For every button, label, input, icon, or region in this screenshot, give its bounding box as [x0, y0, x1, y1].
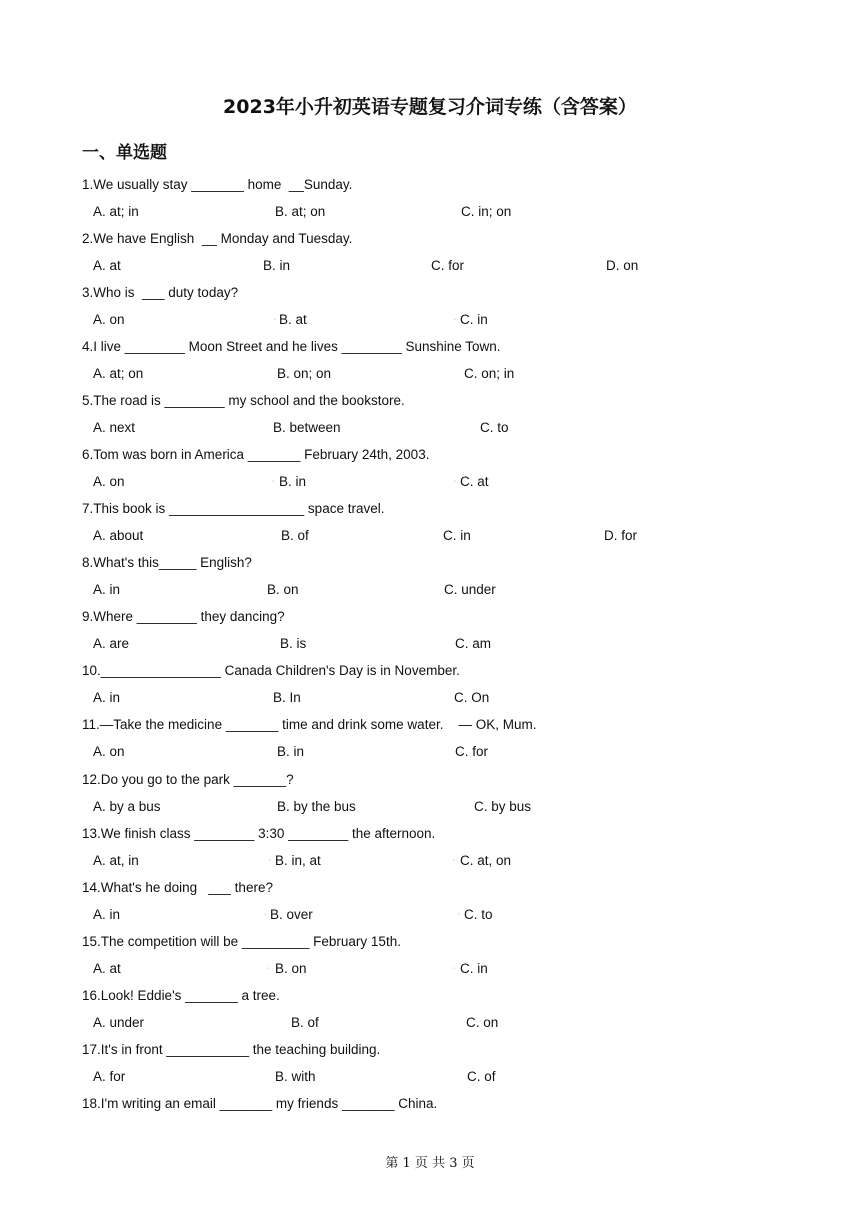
answer-option: C. to [480, 420, 509, 435]
option-marker-icon: ◦ [453, 858, 456, 864]
answer-option: C. on; in [464, 366, 515, 381]
answer-option: A. in [93, 907, 121, 922]
answer-option: B. between [273, 420, 341, 435]
question-text: 14.What's he doing ___ there? [82, 880, 273, 895]
answer-option: B. by the bus [277, 799, 356, 814]
answer-option: C. in [443, 528, 471, 543]
answer-option: A. are [93, 636, 130, 651]
option-marker-icon: ◦ [274, 317, 277, 323]
option-marker-icon: ◦ [453, 966, 456, 972]
option-marker-icon: ◦ [454, 479, 457, 485]
option-marker-icon: ◦ [264, 912, 267, 918]
answer-option: C. am [455, 636, 492, 651]
section-heading: 一、单选题 [82, 143, 167, 163]
answer-option: C. to [464, 907, 493, 922]
question-text: 6.Tom was born in America _______ February 24th, 2003. [82, 447, 430, 462]
answer-option: C. for [431, 258, 465, 273]
question-text: 12.Do you go to the park _______? [82, 772, 294, 787]
answer-option: A. in [93, 690, 121, 705]
answer-option: C. in [460, 961, 488, 976]
answer-option: B. in [263, 258, 291, 273]
answer-option: A. at [93, 961, 121, 976]
option-marker-icon: ◦ [454, 317, 457, 323]
answer-option: B. on; on [277, 366, 332, 381]
answer-option: C. of [467, 1069, 496, 1084]
answer-option: B. of [291, 1015, 319, 1030]
answer-option: B. on [275, 961, 307, 976]
answer-option: C. under [444, 582, 496, 597]
question-text: 10.________________ Canada Children's Day is in November. [82, 663, 460, 678]
question-text: 7.This book is __________________ space travel. [82, 501, 385, 516]
question-text: 2.We have English __ Monday and Tuesday. [82, 231, 353, 246]
answer-option: C. in [460, 312, 488, 327]
answer-option: C. in; on [461, 204, 512, 219]
question-text: 11.—Take the medicine _______ time and drink some water. — OK, Mum. [82, 717, 537, 732]
answer-option: A. under [93, 1015, 145, 1030]
answer-option: A. on [93, 312, 125, 327]
option-marker-icon: ◦ [458, 912, 461, 918]
question-text: 4.I live ________ Moon Street and he lives ________ Sunshine Town. [82, 339, 501, 354]
answer-option: B. at [279, 312, 307, 327]
question-text: 13.We finish class ________ 3:30 ________ the afternoon. [82, 826, 436, 841]
answer-option: B. In [273, 690, 301, 705]
answer-option: C. by bus [474, 799, 532, 814]
option-marker-icon: ◦ [269, 858, 272, 864]
answer-option: D. for [604, 528, 638, 543]
page-footer: 第 1 页 共 3 页 [385, 1156, 475, 1171]
answer-option: B. in [279, 474, 307, 489]
answer-option: C. on [466, 1015, 499, 1030]
question-text: 8.What's this_____ English? [82, 555, 252, 570]
answer-option: B. with [275, 1069, 316, 1084]
question-text: 18.I'm writing an email _______ my friends _______ China. [82, 1096, 438, 1111]
option-marker-icon: ◦ [272, 479, 275, 485]
question-text: 15.The competition will be _________ February 15th. [82, 934, 401, 949]
answer-option: A. next [93, 420, 136, 435]
answer-option: B. in [277, 744, 305, 759]
answer-option: C. at [460, 474, 489, 489]
answer-option: A. at [93, 258, 121, 273]
answer-option: A. for [93, 1069, 126, 1084]
answer-option: D. on [606, 258, 639, 273]
option-marker-icon: ◦ [267, 966, 270, 972]
answer-option: B. over [270, 907, 313, 922]
answer-option: B. on [267, 582, 299, 597]
answer-option: C. for [455, 744, 489, 759]
question-text: 9.Where ________ they dancing? [82, 609, 285, 624]
document-title: 2023年小升初英语专题复习介词专练（含答案） [223, 96, 637, 118]
answer-option: B. is [280, 636, 307, 651]
question-text: 3.Who is ___ duty today? [82, 285, 239, 300]
question-text: 16.Look! Eddie's _______ a tree. [82, 988, 280, 1003]
question-text: 1.We usually stay _______ home __Sunday. [82, 177, 353, 192]
answer-option: B. at; on [275, 204, 326, 219]
answer-option: A. at; in [93, 204, 139, 219]
answer-option: A. by a bus [93, 799, 161, 814]
answer-option: B. in, at [275, 853, 321, 868]
answer-option: A. on [93, 744, 125, 759]
answer-option: C. at, on [460, 853, 512, 868]
answer-option: A. on [93, 474, 125, 489]
answer-option: A. at, in [93, 853, 139, 868]
answer-option: A. at; on [93, 366, 144, 381]
answer-option: A. in [93, 582, 121, 597]
answer-option: C. On [454, 690, 490, 705]
answer-option: A. about [93, 528, 144, 543]
answer-option: B. of [281, 528, 309, 543]
question-text: 17.It's in front ___________ the teaching building. [82, 1042, 381, 1057]
question-text: 5.The road is ________ my school and the bookstore. [82, 393, 405, 408]
